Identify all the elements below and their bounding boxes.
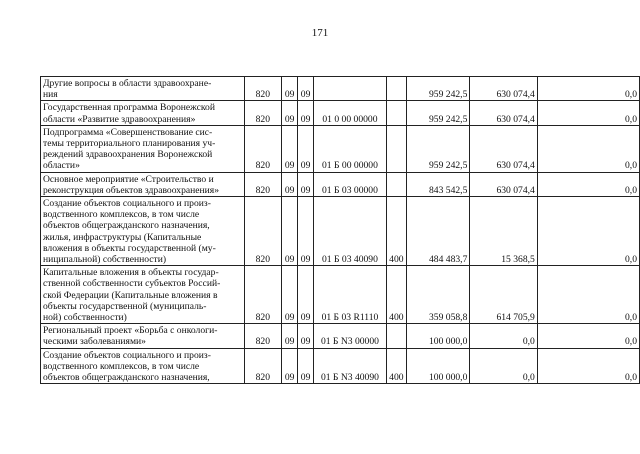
cell-item-name — [41, 101, 245, 125]
cell-section: 09 — [282, 266, 298, 324]
cell-subsection: 09 — [298, 197, 314, 266]
cell-amount-year-1: 484 483,7 — [406, 197, 470, 266]
item-name-line: объекты государственной (муниципаль- — [43, 300, 207, 312]
cell-item-name — [41, 324, 245, 348]
cell-item-name — [41, 197, 245, 266]
table-row — [41, 324, 640, 348]
item-name-line: Капитальные вложения в объекты государ- — [43, 267, 219, 279]
item-name-line: вложения в объекты государственной (му- — [43, 242, 216, 254]
item-name-line: ственной собственности субъектов Россий- — [43, 278, 221, 290]
cell-target-article: 01 Б 03 R1110 — [314, 266, 387, 324]
table-body — [41, 77, 640, 384]
cell-subsection: 09 — [298, 266, 314, 324]
cell-grbs: 820 — [244, 125, 282, 172]
item-name-line: темы территориального планирования уч- — [43, 138, 216, 150]
cell-amount-year-1: 959 242,5 — [406, 101, 470, 125]
item-name-line: Региональный проект «Борьба с онкологи- — [43, 325, 218, 337]
cell-subsection: 09 — [298, 324, 314, 348]
cell-item-name — [41, 172, 245, 196]
cell-grbs: 820 — [244, 324, 282, 348]
cell-item-name — [41, 125, 245, 172]
item-name-line: водственного комплексов, в том числе — [43, 209, 200, 221]
cell-target-article: 01 Б N3 00000 — [314, 324, 387, 348]
cell-section: 09 — [282, 324, 298, 348]
cell-section: 09 — [282, 77, 298, 101]
table-row — [41, 348, 640, 384]
cell-target-article: 01 Б 03 40090 — [314, 197, 387, 266]
table-row — [41, 125, 640, 172]
cell-subsection: 09 — [298, 125, 314, 172]
cell-expense-type: 400 — [386, 197, 406, 266]
cell-grbs: 820 — [244, 197, 282, 266]
cell-target-article: 01 Б N3 40090 — [314, 348, 387, 384]
cell-expense-type — [386, 101, 406, 125]
table-row — [41, 266, 640, 324]
item-name-line: реждений здравоохранения Воронежской — [43, 149, 213, 161]
cell-expense-type — [386, 77, 406, 101]
item-name-line: Создание объектов социального и произ- — [43, 349, 211, 361]
cell-expense-type — [386, 324, 406, 348]
cell-amount-year-3: 0,0 — [537, 101, 639, 125]
item-name-line: Государственная программа Воронежской — [43, 102, 215, 114]
cell-subsection: 09 — [298, 77, 314, 101]
cell-section: 09 — [282, 197, 298, 266]
cell-expense-type — [386, 125, 406, 172]
cell-section: 09 — [282, 125, 298, 172]
cell-target-article: 01 Б 03 00000 — [314, 172, 387, 196]
cell-section: 09 — [282, 172, 298, 196]
item-name-line: жилья, инфраструктуры (Капитальные — [43, 231, 202, 243]
cell-section: 09 — [282, 101, 298, 125]
cell-amount-year-1: 100 000,0 — [406, 324, 470, 348]
cell-grbs: 820 — [244, 172, 282, 196]
table-row — [41, 197, 640, 266]
item-name-line: реконструкция объектов здравоохранения» — [43, 184, 220, 196]
cell-amount-year-3: 0,0 — [537, 266, 639, 324]
cell-subsection: 09 — [298, 172, 314, 196]
item-name-line: области» — [43, 160, 80, 172]
cell-subsection: 09 — [298, 348, 314, 384]
cell-amount-year-2: 614 705,9 — [470, 266, 537, 324]
item-name-line: ской Федерации (Капитальные вложения в — [43, 289, 218, 301]
cell-grbs: 820 — [244, 266, 282, 324]
cell-amount-year-3: 0,0 — [537, 125, 639, 172]
cell-section: 09 — [282, 348, 298, 384]
item-name-line: объектов общегражданского назначения, — [43, 372, 210, 384]
cell-amount-year-2: 630 074,4 — [470, 77, 537, 101]
cell-expense-type — [386, 172, 406, 196]
cell-amount-year-1: 959 242,5 — [406, 77, 470, 101]
cell-amount-year-2: 15 368,5 — [470, 197, 537, 266]
cell-target-article — [314, 77, 387, 101]
cell-amount-year-2: 630 074,4 — [470, 101, 537, 125]
cell-item-name — [41, 348, 245, 384]
table-row — [41, 172, 640, 196]
cell-amount-year-1: 959 242,5 — [406, 125, 470, 172]
cell-amount-year-2: 0,0 — [470, 348, 537, 384]
cell-item-name — [41, 77, 245, 101]
cell-amount-year-3: 0,0 — [537, 172, 639, 196]
page-number: 171 — [311, 27, 329, 39]
cell-expense-type: 400 — [386, 348, 406, 384]
cell-amount-year-2: 630 074,4 — [470, 125, 537, 172]
item-name-line: Другие вопросы в области здравоохране- — [43, 78, 212, 89]
cell-grbs: 820 — [244, 77, 282, 101]
item-name-line: ческими заболеваниями» — [43, 336, 146, 348]
cell-target-article: 01 Б 00 00000 — [314, 125, 387, 172]
cell-amount-year-3: 0,0 — [537, 77, 639, 101]
cell-target-article: 01 0 00 00000 — [314, 101, 387, 125]
cell-amount-year-2: 630 074,4 — [470, 172, 537, 196]
budget-table — [40, 76, 640, 384]
item-name-line: ния — [43, 89, 58, 101]
cell-grbs: 820 — [244, 101, 282, 125]
cell-expense-type: 400 — [386, 266, 406, 324]
table-row — [41, 101, 640, 125]
item-name-line: Создание объектов социального и произ- — [43, 198, 211, 210]
cell-amount-year-1: 100 000,0 — [406, 348, 470, 384]
item-name-line: Подпрограмма «Совершенствование сис- — [43, 126, 213, 138]
item-name-line: водственного комплексов, в том числе — [43, 360, 200, 372]
table-row — [41, 77, 640, 101]
cell-amount-year-2: 0,0 — [470, 324, 537, 348]
cell-grbs: 820 — [244, 348, 282, 384]
cell-amount-year-3: 0,0 — [537, 324, 639, 348]
item-name-line: объектов общегражданского назначения, — [43, 220, 210, 232]
item-name-line: ниципальной) собственности) — [43, 254, 167, 266]
cell-amount-year-1: 843 542,5 — [406, 172, 470, 196]
cell-amount-year-3: 0,0 — [537, 348, 639, 384]
cell-item-name — [41, 266, 245, 324]
item-name-line: Основное мероприятие «Строительство и — [43, 173, 214, 185]
cell-subsection: 09 — [298, 101, 314, 125]
item-name-line: ной) собственности) — [43, 312, 127, 324]
cell-amount-year-3: 0,0 — [537, 197, 639, 266]
item-name-line: области «Развитие здравоохранения» — [43, 113, 196, 125]
cell-amount-year-1: 359 058,8 — [406, 266, 470, 324]
